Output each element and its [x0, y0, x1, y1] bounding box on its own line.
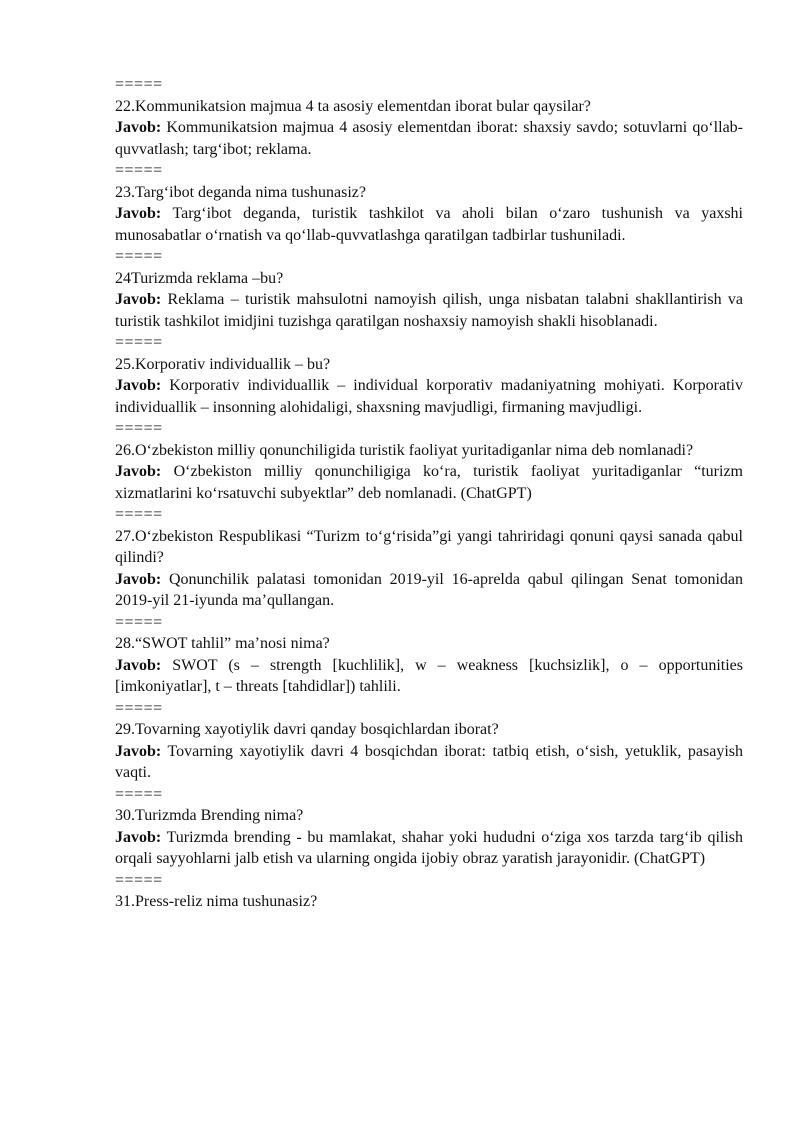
answer-29 — [115, 741, 743, 784]
answer-text: SWOT (s – strength [kuchlilik], w – weakness [kuchsizlik], o – opportunities [imkoniyatlar], t – threats [tahdidlar]) tahlili. — [115, 656, 743, 695]
answer-28 — [115, 655, 743, 698]
answer-label: Javob: — [115, 377, 162, 394]
separator: ===== — [115, 162, 163, 179]
answer-23 — [115, 203, 743, 246]
separator: ===== — [115, 785, 163, 803]
answer-22 — [115, 117, 743, 160]
answer-24 — [115, 289, 743, 332]
separator: ===== — [115, 871, 163, 889]
separator: ===== — [115, 76, 163, 93]
answer-text: Qonunchilik palatasi tomonidan 2019-yil 16-aprelda qabul qilingan Senat tomonidan 2019-yil 21-iyunda ma’qullangan. — [115, 570, 743, 609]
answer-text: Korporativ individuallik – individual korporativ madaniyatning mohiyati. Korporativ individuallik – insonning alohidaligi, shaxsning mavjudligi, firmaning mavjudligi. — [115, 377, 743, 416]
separator: ===== — [115, 420, 163, 437]
answer-text: Turizmda brending - bu mamlakat, shahar yoki hududni o‘ziga xos tarzda targ‘ib qilish orqali sayyohlarni jalb etish va ularning ongida ijobiy obraz yaratish jarayonidir. (ChatGPT) — [115, 828, 743, 867]
question-22: 22.Kommunikatsion majmua 4 ta asosiy elementdan iborat bular qaysilar? — [115, 97, 591, 115]
answer-label: Javob: — [115, 570, 162, 588]
question-26: 26.O‘zbekiston milliy qonunchiligida turistik faoliyat yuritadiganlar nima deb nomlanadi? — [115, 441, 694, 459]
answer-label: Javob: — [115, 463, 162, 480]
separator: ===== — [115, 613, 163, 631]
answer-27 — [115, 569, 743, 612]
answer-label: Javob: — [115, 291, 162, 308]
separator: ===== — [115, 248, 163, 265]
answer-30 — [115, 827, 743, 870]
answer-text: Tovarning xayotiylik davri 4 bosqichdan iborat: tatbiq etish, o‘sish, yetuklik, pasayish vaqti. — [115, 742, 743, 781]
answer-label: Javob: — [115, 205, 162, 222]
answer-label: Javob: — [115, 828, 162, 846]
answer-text: Reklama – turistik mahsulotni namoyish qilish, unga nisbatan talabni shakllantirish va turistik tashkilot imidjini tuzishga qaratilgan noshaxsiy namoyish shakli hisoblanadi. — [115, 291, 743, 330]
question-28: 28.“SWOT tahlil” ma’nosi nima? — [115, 635, 330, 652]
answer-26 — [115, 461, 743, 504]
question-29: 29.Tovarning xayotiylik davri qanday bosqichlardan iborat? — [115, 721, 499, 738]
answer-label: Javob: — [115, 119, 162, 136]
question-30: 30.Turizmda Brending nima? — [115, 807, 304, 824]
question-23: 23.Targ‘ibot deganda nima tushunasiz? — [115, 183, 366, 201]
answer-text: Targ‘ibot deganda, turistik tashkilot va aholi bilan o‘zaro tushunish va yaxshi munosabatlar o‘rnatish va qo‘llab-quvvatlashga qaratilgan tadbirlar tushuniladi. — [115, 205, 743, 244]
separator: ===== — [115, 334, 163, 351]
separator: ===== — [115, 699, 163, 717]
question-24: 24Turizmda reklama –bu? — [115, 269, 284, 287]
answer-text: Kommunikatsion majmua 4 asosiy elementdan iborat: shaxsiy savdo; sotuvlarni qo‘llab-quvvatlash; targ‘ibot; reklama. — [115, 119, 743, 158]
answer-25 — [115, 375, 743, 418]
answer-label: Javob: — [115, 742, 162, 760]
answer-text: O‘zbekiston milliy qonunchiligiga ko‘ra, turistik faoliyat yuritadiganlar “turizm xizmatlarini ko‘rsatuvchi subyektlar” deb nomlanadi. (ChatGPT) — [115, 463, 743, 502]
question-25: 25.Korporativ individuallik – bu? — [115, 355, 331, 373]
question-31: 31.Press-reliz nima tushunasiz? — [115, 893, 318, 910]
document-page — [115, 74, 743, 913]
separator: ===== — [115, 506, 163, 523]
question-27: 27.O‘zbekiston Respublikasi “Turizm to‘g‘risida”gi yangi tahriridagi qonuni qaysi sanada qabul qilindi? — [115, 527, 743, 566]
answer-label: Javob: — [115, 656, 162, 674]
